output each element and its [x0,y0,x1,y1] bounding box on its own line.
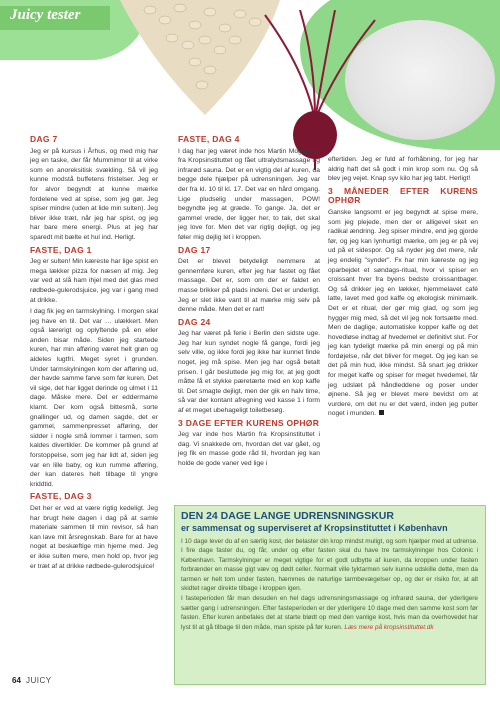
entry-heading: DAG 7 [30,134,58,144]
article-column-1 [30,132,158,573]
info-box [174,505,486,685]
entry-heading: FASTE, DAG 1 [30,244,92,255]
entry-heading: 3 MÅNEDER EFTER KURENS OPHØR [328,185,478,206]
info-box-subtitle: er sammensat og superviseret af Kropsinstituttet i København [181,523,448,533]
paragraph: Jeg er sulten! Min kæreste har lige spist en mega lækker pizza for næsen af mig. Jeg var ved at slå ham ihjel med det glas med rødbede-gulerodsjuice, jeg var i gang med at drikke. [30,258,158,304]
paragraph: I dag har jeg været inde hos Martin Mogensen fra Kropsinstituttet og fået ultralydsmassage og infrarød sauna. Det er en vigtig del af kuren, da begge dele hjælper på udrensningen. Jeg var der fra kl. 10 til kl. 17. Det var en hård omgang. Lige pludselig under massagen, POW! begyndte jeg at græde. To gange. Ja, det er gammel vrede, der ligger her, to tak, det skal jeg love for. Men det var rigtig dejligt, og jeg føler mig dejlig let i kroppen. [178,147,320,241]
entry-heading: FASTE, DAG 4 [178,134,240,144]
info-link[interactable]: Læs mere på kropsinstituttet.dk [344,623,434,631]
info-box-title: DEN 24 DAGE LANGE UDRENSNINGSKUR [181,510,394,522]
paragraph: Jeg var inde hos Martin fra Kropsinstituttet i dag. Vi snakkede om, hvordan det var gået, og jeg fik en masse gode råd til, hvordan jeg kan holde de gode vaner ved lige i [178,431,320,467]
info-box-body [181,537,478,633]
entry-heading: 3 DAGE EFTER KURENS OPHØR [178,417,320,428]
paragraph [328,208,478,419]
paragraph: eftertiden. Jeg er fuld af forhåbning, for jeg har aldrig haft det så godt i min krop som nu. Og så blev jeg vejet. Knap syv kilo har jeg tabt. Herligt! [328,156,478,183]
entry-heading: FASTE, DAG 3 [30,491,92,502]
paragraph-text: Ganske langsomt er jeg begyndt at spise mere, som jeg plejede, men der er alligevel sket en radikal ændring. Jeg spiser mindre, end jeg gjorde før, og jeg kan lynhurtigt mærke, om jeg er på vej ud på et sidespor. Og så nyder jeg det mere, når jeg endelig "synder". Fx har min kæreste og jeg oparbejdet et søndags-ritual, hvor vi spiser en croissant hver fra byens bedste croissantbager. Og så drikker jeg en lækker, hjemmelavet café latte, lavet med god kaffe og økologisk minimælk. Det er et ritual, der gør mig glad, og som jeg hygger mig med, så det vil jeg nok fortsætte med. Men de daglige, automatiske kopper kaffe og det hovedløse indtag af hvedemel er definitivt slut. For jeg kan tydeligt mærke på min energi og på min fordøjelse, når det bliver for meget. Og jeg kan se det på min hud, ikke mindst. Så snart jeg drikker for meget kaffe og spiser for meget hvedemel, får jeg udslæt på håndleddene og poser under øjnene. Så jeg er blevet mere bevidst om at vurdere, om det nu er det værd, inden jeg putter noget i munden. [328,208,478,418]
article-column-2 [178,132,320,471]
paragraph: Jeg er på kursus i Århus, og med mig har jeg en taske, der får Mummimor til at virke som en anoreksitisk svækling. Så vil jeg kunne modstå buffetens fristelser. Jeg er for alvor begyndt at kunne mærke fordelene ved at spise, som jeg gør. Jeg spiser mindre (uden at lide min sulten). Jeg bliver ikke træt, når jeg har spist, og jeg har bare mere energi. Plus at jeg har sparedt mit bælte et hul ind. Herligt. [30,147,158,241]
paragraph: I dag fik jeg en tarmskylning. I morgen skal jeg have en til. Det var … ulækkert. Men også lærerigt og oplyftende på en eller anden bisar måde. Siden jeg startede kuren, har min afføring været helt grøn og aldeles lugtfri. Meget syret i grunden. Under tarmskylningen kom der afføring ud, der havde samme farve som før kuren. Det vil sige, det har ligget derinde og ulmet i 11 dage. Måske mere. Det er eddermame klamt. Der kom også bittesmå, sorte gnallinger ud, og damen sagde, det er gammel, sammenpresset afføring, der sidder i nogle små lommer i tarmen, som kaldes divertikler. De kommer på grund af forstoppelse, som jeg har lidt af, siden jeg var en lille baby, og kun rumme afføring, der kan dateres helt tilbage til yngre kriddtid. [30,308,158,488]
entry-heading: DAG 24 [178,316,211,327]
paragraph: Det her er ved at være rigtig kedeligt. Jeg har brugt hele dagen i dag på at samle materiale sammen til min revisor, så han kan lave mit årsregnskab. Bare for at have noget at beskæftige min hjerne med. Jeg er ikke sulten mere, men hold op, hvor jeg er træt af at drikke rødbede-gulerodsjuice! [30,504,158,570]
paragraph: Det er blevet betydeligt nemmere at gennemføre kuren, efter jeg har fastet og fået massage. Det er, som om der er faldet en masse brikker på plads indeni. Det er underligt. Jeg er slet ikke vant til at mærke mig selv på denne måde. Men det er rart! [178,258,320,314]
section-title: Juicy tester [10,7,81,23]
paragraph [181,594,478,632]
paragraph-text: I fasteperioden får man desuden en hel dags udrensningsmassage og infrarød sauna, der yderligere sætter gang i udrensningen. Efter fasteperioden er der yderligere 10 dage med den samme kost som før fasten. Efter kuren anbefales det at starte blødt op med den vanlige kost, hvis man da overhovedet har lyst til at gå tilbage til den måde, man spiste på før kuren. [181,595,478,631]
paragraph: I 10 dage lever du af en særlig kost, der belaster din krop mindst muligt, og som hjælper med at udrense. I fire dage faster du, og får, under og efter fasten skal du have tre tarmskylninger hos Colonic i København. Tarmskylninger er meget vigtige for et godt udbytte af kuren, da kroppen under fasten forbrænder en masse gigt væv og dødt celler. Normalt ville tyktarmen selv kunne udskille dette, men da tarmen er helt tom under fasten, hæmmes de naturlige tarmbevægelser op, og der er risiko for, at alt skidtet rager direkte tilbage i kroppen igen. [181,538,478,593]
article-column-3 [328,155,478,421]
end-mark-icon [379,410,384,415]
paragraph: Jeg har været på ferie i Berlin den sidste uge. Jeg har kun syndet nogle få gange, fordi jeg selv ville, og ikke fordi jeg ikke har kunnet finde noget, jeg må spise. Men jeg har også betalt prisen. I går besluttede jeg mig for, at jeg godt måtte få et stykke pæretærte med en kop kaffe til. Det smagte dejligt, men der gik en halv time, så var der kontant afregning ved kasse 1 i form af et meget ubehageligt toiletbesøg. [178,330,320,415]
magazine-name: JUICY [26,676,52,685]
entry-heading: DAG 17 [178,244,211,255]
page-number: 64 [12,676,21,685]
